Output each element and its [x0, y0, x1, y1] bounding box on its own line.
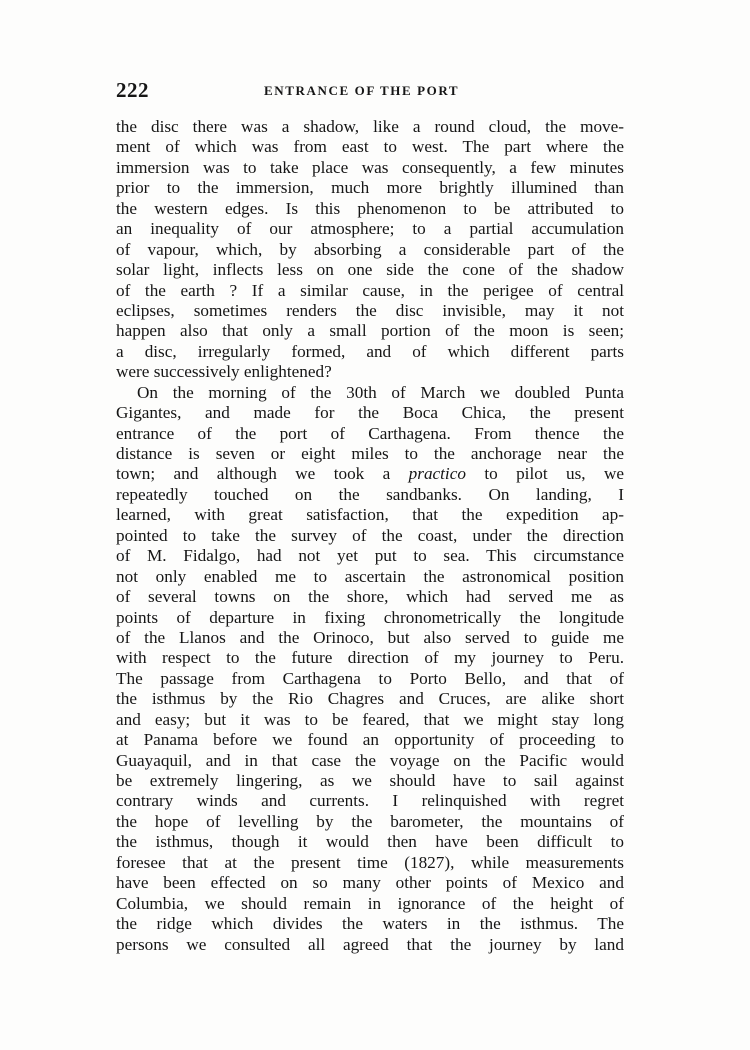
text-line: ment of which was from east to west. The part where the — [116, 137, 624, 157]
text-line: an inequality of our atmosphere; to a partial accumulation — [116, 219, 624, 239]
text-line: and easy; but it was to be feared, that we might stay long — [116, 709, 624, 729]
text-line: distance is seven or eight miles to the anchorage near the — [116, 444, 624, 463]
text-line-with-italic — [116, 464, 624, 484]
text-line: immersion was to take place was consequently, a few minutes — [116, 157, 624, 177]
text-line: points of departure in fixing chronometrically the longitude — [116, 607, 624, 627]
text-line: of the earth ? If a similar cause, in the perigee of central — [116, 280, 624, 300]
paragraph-start-line: On the morning of the 30th of March we doubled Punta — [137, 382, 624, 402]
text-line: pointed to take the survey of the coast, under the direction — [116, 525, 624, 545]
italic-word: practico — [408, 464, 466, 484]
text-line: were successively enlightened? — [116, 362, 332, 382]
text-line: the western edges. Is this phenomenon to be attributed to — [116, 198, 624, 218]
text-line: The passage from Carthagena to Porto Bello, and that of — [116, 668, 624, 688]
text-line: at Panama before we found an opportunity of proceeding to — [116, 730, 624, 750]
text-line: foresee that at the present time (1827), while measurements — [116, 852, 624, 872]
text-line: solar light, inflects less on one side the cone of the shadow — [116, 260, 624, 280]
text-line: of M. Fidalgo, had not yet put to sea. This circumstance — [116, 546, 624, 566]
text-line: the hope of levelling by the barometer, the mountains of — [116, 811, 624, 831]
text-line: with respect to the future direction of my journey to Peru. — [116, 648, 624, 668]
text-line: prior to the immersion, much more brightly illumined than — [116, 178, 624, 198]
text-line: the isthmus, though it would then have been difficult to — [116, 832, 624, 852]
text-line: eclipses, sometimes renders the disc invisible, may it not — [116, 300, 624, 320]
text-line: learned, with great satisfaction, that the expedition ap- — [116, 505, 624, 525]
text-line: of vapour, which, by absorbing a considerable part of the — [116, 239, 624, 259]
body-text — [116, 117, 624, 955]
text-line: of the Llanos and the Orinoco, but also served to guide me — [116, 627, 624, 647]
text-line: happen also that only a small portion of the moon is seen; — [116, 321, 624, 341]
text-line: Columbia, we should remain in ignorance of the height of — [116, 893, 624, 913]
page-header — [116, 78, 624, 106]
text-line: repeatedly touched on the sandbanks. On landing, I — [116, 484, 624, 504]
text-line: contrary winds and currents. I relinquished with regret — [116, 791, 624, 811]
page-number: 222 — [116, 78, 149, 102]
text-line: Gigantes, and made for the Boca Chica, the present — [116, 403, 624, 423]
text-line: of several towns on the shore, which had served me as — [116, 587, 624, 607]
text-line: the isthmus by the Rio Chagres and Cruces, are alike short — [116, 689, 624, 709]
running-head: ENTRANCE OF THE PORT — [264, 83, 460, 98]
text-line: have been effected on so many other points of Mexico and — [116, 873, 624, 893]
text-line: entrance of the port of Carthagena. From thence the — [116, 423, 624, 443]
text-line: the ridge which divides the waters in the isthmus. The — [116, 914, 624, 934]
text-line: a disc, irregularly formed, and of which different parts — [116, 341, 624, 361]
text-line: persons we consulted all agreed that the journey by land — [116, 934, 624, 954]
text-line: Guayaquil, and in that case the voyage on the Pacific would — [116, 750, 624, 770]
text-segment: town; and although we took a — [116, 464, 409, 484]
text-line: not only enabled me to ascertain the astronomical position — [116, 566, 624, 586]
text-line: the disc there was a shadow, like a round cloud, the move- — [116, 117, 624, 136]
text-line: be extremely lingering, as we should have to sail against — [116, 771, 624, 790]
text-segment: to pilot us, we — [465, 464, 624, 484]
